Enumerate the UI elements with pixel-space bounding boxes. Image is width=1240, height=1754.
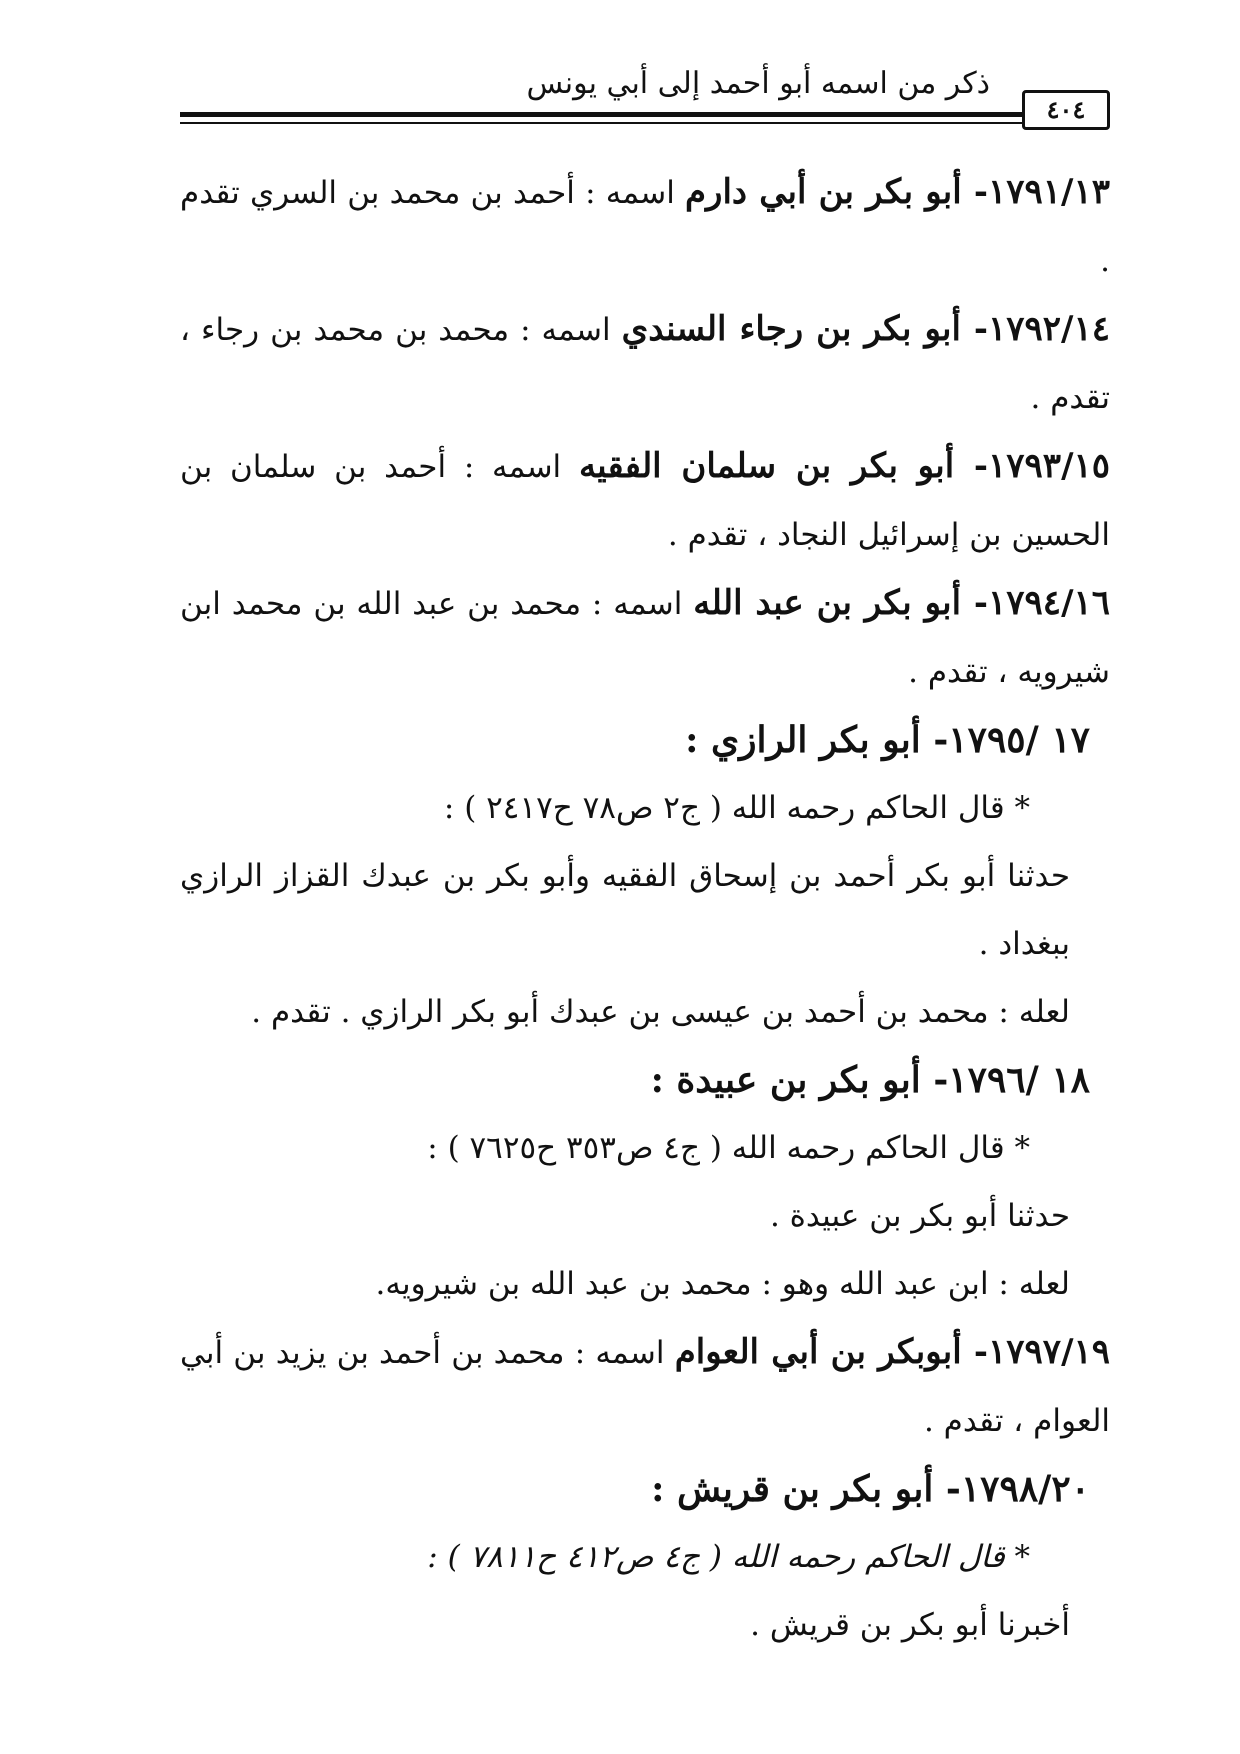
entry-name: أبو بكر بن عبيدة : [650,1059,921,1101]
entry-1798-text: أخبرنا أبو بكر بن قريش . [750,1607,1070,1643]
entry-text: اسمه : محمد بن عبد الله بن محمد ابن شيرويه ، تقدم . [180,586,1110,690]
entry-number: ١٧٩١/١٣ [988,172,1110,212]
entry-number: ١٧٩٨/٢٠ [960,1468,1090,1510]
entry-1796-heading: ١٨ /١٧٩٦- أبو بكر بن عبيدة : [650,1059,1090,1101]
entry-1793: ١٧٩٣/١٥- أبو بكر بن سلمان الفقيه اسمه : أحمد بن سلمان بن الحسين بن إسرائيل النجاد ، تقدم . [180,446,1111,553]
entry-1795-text: حدثنا أبو بكر أحمد بن إسحاق الفقيه وأبو بكر بن عبدك القزاز الرازي ببغداد . [180,858,1070,962]
entry-1791: ١٧٩١/١٣- أبو بكر بن أبي دارم اسمه : أحمد بن محمد بن السري تقدم . [180,172,1110,279]
entry-1796-text: حدثنا أبو بكر بن عبيدة . [769,1198,1070,1234]
entry-name: أبو بكر بن عبد الله [693,583,962,623]
entry-number: ١٧٩٤/١٦ [988,583,1111,623]
entry-text: اسمه : أحمد بن محمد بن السري تقدم . [180,175,1110,279]
entry-1795-heading: ١٧ /١٧٩٥- أبو بكر الرازي : [685,719,1090,761]
entry-number: ١٧٩٧/١٩ [988,1332,1111,1372]
entry-1797: ١٧٩٧/١٩- أبوبكر بن أبي العوام اسمه : محمد بن أحمد بن يزيد بن أبي العوام ، تقدم . [180,1332,1111,1439]
entry-text: اسمه : محمد بن محمد بن رجاء ، تقدم . [180,312,1110,416]
running-title: ذكر من اسمه أبو أحمد إلى أبي يونس [526,66,990,101]
entry-1794: ١٧٩٤/١٦- أبو بكر بن عبد الله اسمه : محمد بن عبد الله بن محمد ابن شيرويه ، تقدم . [180,583,1111,690]
entry-name: أبو بكر بن قريش : [651,1468,934,1510]
entry-1798-heading: ١٧٩٨/٢٠- أبو بكر بن قريش : [651,1468,1090,1510]
entry-number: ١٧٩٣/١٥ [988,446,1111,486]
page-body [180,158,1110,1659]
entry-1796-quote: * قال الحاكم رحمه الله ( ج٤ ص٣٥٣ ح٧٦٢٥ ) : [427,1130,1030,1166]
entry-text: اسمه : أحمد بن سلمان بن الحسين بن إسرائيل النجاد ، تقدم . [180,449,1110,553]
page-header [180,58,1110,130]
page-number: ٤٠٤ [1022,90,1110,130]
entry-1798-quote: * قال الحاكم رحمه الله ( ج٤ ص٤١٢ ح٧٨١١ ) : [427,1539,1030,1575]
entry-1795-note: لعله : محمد بن أحمد بن عيسى بن عبدك أبو بكر الرازي . تقدم . [251,994,1070,1030]
entry-name: أبو بكر بن سلمان الفقيه [578,446,955,486]
header-rule-thick [180,112,1022,117]
entry-1792: ١٧٩٢/١٤- أبو بكر بن رجاء السندي اسمه : محمد بن محمد بن رجاء ، تقدم . [180,309,1110,416]
entry-number: ١٨ /١٧٩٦ [948,1059,1090,1101]
entry-1796-note: لعله : ابن عبد الله وهو : محمد بن عبد الله بن شيرويه. [375,1266,1070,1302]
entry-name: أبو بكر بن أبي دارم [685,172,962,212]
entry-name: أبوبكر بن أبي العوام [674,1332,962,1372]
entry-name: أبو بكر بن رجاء السندي [621,309,961,349]
entry-number: ١٧ /١٧٩٥ [948,719,1090,761]
entry-number: ١٧٩٢/١٤ [988,309,1110,349]
entry-1795-quote: * قال الحاكم رحمه الله ( ج٢ ص٧٨ ح٢٤١٧ ) : [443,790,1030,826]
entry-text: اسمه : محمد بن أحمد بن يزيد بن أبي العوام ، تقدم . [180,1335,1110,1439]
header-rule-thin [180,122,1022,124]
entry-name: أبو بكر الرازي : [685,719,921,761]
